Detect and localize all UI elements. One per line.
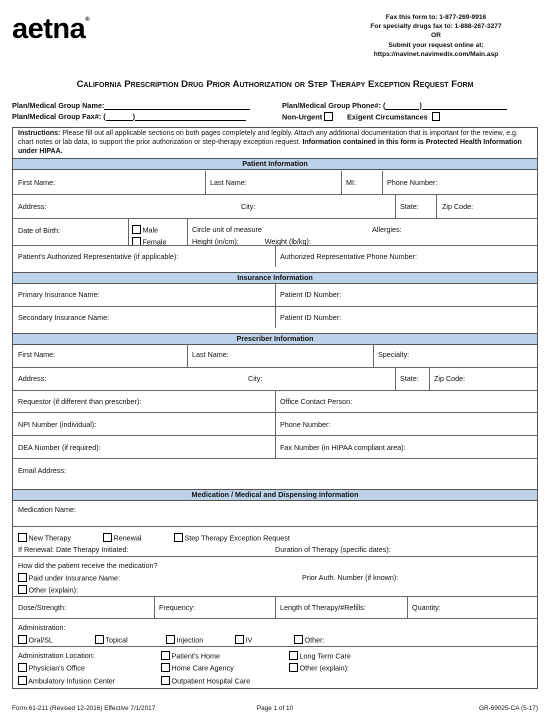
- frequency-field[interactable]: Frequency:: [159, 603, 195, 612]
- patient-zip[interactable]: Zip Code:: [442, 202, 474, 211]
- other-admin-checkbox[interactable]: [294, 635, 303, 644]
- male-checkbox[interactable]: [132, 225, 141, 234]
- duration-of-therapy[interactable]: Duration of Therapy (specific dates):: [275, 545, 391, 554]
- renewal-option[interactable]: [103, 533, 141, 543]
- insurance-section-header: Insurance Information: [13, 272, 537, 284]
- row-line: [13, 556, 537, 557]
- registered-mark: ®: [85, 17, 90, 23]
- other-location-label: Other (explain):: [299, 663, 350, 673]
- iv-label: IV: [245, 635, 253, 645]
- other-received-option[interactable]: [18, 585, 78, 595]
- row-line: [13, 306, 537, 307]
- step-exception-checkbox[interactable]: [174, 533, 183, 542]
- patient-state[interactable]: State:: [400, 202, 419, 211]
- row-line: [13, 435, 537, 436]
- topical-option[interactable]: [95, 635, 128, 645]
- divider: [382, 171, 383, 194]
- outpatient-label: Outpatient Hospital Care: [171, 676, 251, 686]
- quantity-field[interactable]: Quantity:: [412, 603, 441, 612]
- divider: [187, 344, 188, 367]
- divider: [154, 596, 155, 618]
- patient-address[interactable]: Address:: [18, 202, 47, 211]
- date-therapy-initiated[interactable]: If Renewal: Date Therapy Initiated:: [18, 545, 129, 554]
- outpatient-option[interactable]: [161, 676, 250, 686]
- patient-phone[interactable]: Phone Number:: [387, 178, 438, 187]
- plan-fax-label: Plan/Medical Group Fax#: (: [12, 112, 106, 121]
- prescriber-address[interactable]: Address:: [18, 374, 47, 383]
- patient-dob[interactable]: Date of Birth:: [18, 226, 60, 235]
- plan-phone-field[interactable]: [282, 101, 507, 110]
- plan-name-field[interactable]: [12, 101, 250, 110]
- specialty-fax-line: For specialty drugs fax to: 1-888-267-3277: [370, 23, 502, 31]
- paid-insurance-checkbox[interactable]: [18, 573, 27, 582]
- prescriber-fax[interactable]: Fax Number (in HIPAA compliant area):: [280, 443, 406, 452]
- medication-name[interactable]: Medication Name:: [18, 505, 76, 514]
- other-received-checkbox[interactable]: [18, 585, 27, 594]
- long-term-care-checkbox[interactable]: [289, 651, 298, 660]
- step-exception-option[interactable]: [174, 533, 290, 543]
- divider: [373, 344, 374, 367]
- patients-home-label: Patient's Home: [171, 651, 221, 661]
- divider: [187, 218, 188, 245]
- patients-home-checkbox[interactable]: [161, 651, 170, 660]
- divider: [205, 171, 206, 194]
- topical-label: Topical: [105, 635, 128, 645]
- dose-strength[interactable]: Dose/Strength:: [18, 603, 66, 612]
- home-care-checkbox[interactable]: [161, 663, 170, 672]
- fax-instructions: [336, 13, 536, 59]
- secondary-insurance[interactable]: Secondary Insurance Name:: [18, 313, 110, 322]
- step-exception-label: Step Therapy Exception Request: [184, 533, 290, 543]
- ambulatory-checkbox[interactable]: [18, 676, 27, 685]
- patient-first-name[interactable]: First Name:: [18, 178, 56, 187]
- paid-insurance-label: Paid under Insurance Name:: [28, 573, 120, 583]
- unit-of-measure-label: Circle unit of measure: [192, 225, 262, 234]
- authorized-rep[interactable]: Patient's Authorized Representative (if applicable):: [18, 252, 179, 261]
- divider: [407, 596, 408, 618]
- authorized-rep-phone[interactable]: Authorized Representative Phone Number:: [280, 252, 418, 261]
- divider: [275, 596, 276, 618]
- outpatient-checkbox[interactable]: [161, 676, 170, 685]
- instructions-hipaa: Information contained in this form is Protected Health Information under HIPAA.: [18, 139, 522, 155]
- aetna-logo: [12, 15, 89, 44]
- submit-url-link[interactable]: https://navinet.navimedix.com/Main.asp: [373, 50, 499, 58]
- iv-checkbox[interactable]: [235, 635, 244, 644]
- non-urgent-label: Non-Urgent: [282, 112, 323, 122]
- patient-mi[interactable]: MI:: [346, 178, 356, 187]
- divider: [436, 194, 437, 218]
- home-care-option[interactable]: [161, 663, 234, 673]
- row-line: [13, 526, 537, 527]
- new-therapy-option[interactable]: [18, 533, 71, 543]
- physicians-office-checkbox[interactable]: [18, 663, 27, 672]
- non-urgent-checkbox[interactable]: [324, 112, 333, 121]
- prescriber-last-name[interactable]: Last Name:: [192, 350, 229, 359]
- male-label: Male: [142, 225, 159, 235]
- patient-section-header: Patient Information: [13, 158, 537, 170]
- dea-field[interactable]: DEA Number (if required):: [18, 443, 101, 452]
- oral-option[interactable]: [18, 635, 53, 645]
- form-title: California Prescription Drug Prior Authorization or Step Therapy Exception Request Form: [76, 79, 474, 90]
- divider: [395, 367, 396, 390]
- prescriber-zip[interactable]: Zip Code:: [434, 374, 466, 383]
- exigent-option[interactable]: [347, 112, 440, 122]
- prior-auth-number[interactable]: Prior Auth. Number (if known):: [302, 573, 399, 582]
- length-of-therapy[interactable]: Length of Therapy/#Refills:: [280, 603, 366, 612]
- renewal-checkbox[interactable]: [103, 533, 112, 542]
- height-weight-field[interactable]: Height (in/cm): ______Weight (lb/kg):______: [192, 237, 335, 246]
- logo-text: aetna: [12, 13, 86, 45]
- submit-online-label: Submit your request online at:: [388, 41, 484, 49]
- email-field[interactable]: Email Address:: [18, 466, 66, 475]
- form-code: GR-69025-CA (5-17): [479, 705, 538, 712]
- ambulatory-label: Ambulatory Infusion Center: [28, 676, 116, 686]
- row-line: [13, 218, 537, 219]
- divider: [429, 367, 430, 390]
- patient-id-secondary[interactable]: Patient ID Number:: [280, 313, 342, 322]
- iv-option[interactable]: [235, 635, 252, 645]
- prescriber-phone[interactable]: Phone Number:: [280, 420, 331, 429]
- non-urgent-option[interactable]: [282, 112, 333, 122]
- patient-allergies[interactable]: Allergies:: [372, 225, 402, 234]
- medication-section-header: Medication / Medical and Dispensing Information: [13, 489, 537, 501]
- instructions-text: Please fill out all applicable sections on both pages completely and legibly. Attach any additional documentation that is important for the review, e.g. chart notes or lab data, to support the prior authorization or step-therapy exception request.: [18, 130, 518, 146]
- divider: [275, 245, 276, 267]
- male-option[interactable]: [132, 225, 158, 235]
- other-admin-label: Other:: [304, 635, 325, 645]
- prescriber-state[interactable]: State:: [400, 374, 419, 383]
- row-line: [13, 618, 537, 619]
- instructions: [18, 129, 534, 156]
- physicians-office-option[interactable]: [18, 663, 85, 673]
- injection-option[interactable]: [166, 635, 203, 645]
- plan-phone-label: Plan/Medical Group Phone#: (: [282, 101, 386, 110]
- divider: [128, 218, 129, 245]
- ambulatory-option[interactable]: [18, 676, 115, 686]
- page-number: Page 1 of 10: [256, 705, 294, 712]
- row-line: [13, 194, 537, 195]
- physicians-office-label: Physician's Office: [28, 663, 85, 673]
- row-line: [13, 367, 537, 368]
- requestor-field[interactable]: Requestor (if different than prescriber):: [18, 397, 142, 406]
- long-term-care-label: Long Term Care: [299, 651, 351, 661]
- fax-line: Fax this form to: 1-877-269-9916: [385, 14, 487, 21]
- injection-label: Injection: [176, 635, 204, 645]
- or-label: OR: [431, 32, 441, 40]
- patient-id-primary[interactable]: Patient ID Number:: [280, 290, 342, 299]
- other-admin-option[interactable]: [294, 635, 324, 645]
- patient-last-name[interactable]: Last Name:: [210, 178, 247, 187]
- office-contact-field[interactable]: Office Contact Person:: [280, 397, 353, 406]
- plan-name-label: Plan/Medical Group Name:: [12, 101, 105, 110]
- instructions-label: Instructions:: [18, 130, 61, 137]
- row-line: [13, 412, 537, 413]
- prescriber-section-header: Prescriber Information: [13, 333, 537, 345]
- other-location-option[interactable]: [289, 663, 349, 673]
- how-received-label: How did the patient receive the medication?: [18, 561, 158, 570]
- paren: ): [419, 101, 422, 110]
- primary-insurance[interactable]: Primary Insurance Name:: [18, 290, 100, 299]
- divider: [395, 194, 396, 218]
- home-care-label: Home Care Agency: [171, 663, 234, 673]
- new-therapy-checkbox[interactable]: [18, 533, 27, 542]
- female-label: Female: [142, 237, 167, 247]
- other-location-checkbox[interactable]: [289, 663, 298, 672]
- npi-field[interactable]: NPI Number (individual):: [18, 420, 97, 429]
- renewal-label: Renewal: [113, 533, 142, 543]
- long-term-care-option[interactable]: [289, 651, 351, 661]
- row-line: [13, 646, 537, 647]
- prescriber-city[interactable]: City:: [248, 374, 263, 383]
- topical-checkbox[interactable]: [95, 635, 104, 644]
- oral-label: Oral/SL: [28, 635, 53, 645]
- admin-location-label: Administration Location:: [18, 651, 95, 660]
- divider: [341, 171, 342, 194]
- divider: [275, 390, 276, 458]
- new-therapy-label: New Therapy: [28, 533, 72, 543]
- exigent-label: Exigent Circumstances: [347, 112, 428, 122]
- plan-fax-field[interactable]: [12, 112, 246, 121]
- prescriber-first-name[interactable]: First Name:: [18, 350, 56, 359]
- injection-checkbox[interactable]: [166, 635, 175, 644]
- exigent-checkbox[interactable]: [432, 112, 441, 121]
- paren: ): [132, 112, 136, 121]
- other-received-label: Other (explain):: [28, 585, 79, 595]
- paid-insurance-option[interactable]: [18, 573, 120, 583]
- patient-city[interactable]: City:: [241, 202, 256, 211]
- prescriber-specialty[interactable]: Specialty:: [378, 350, 410, 359]
- patients-home-option[interactable]: [161, 651, 220, 661]
- form-number: Form 61-211 (Revised 12-2016) Effective 7/1/2017: [12, 705, 156, 712]
- oral-checkbox[interactable]: [18, 635, 27, 644]
- row-line: [13, 458, 537, 459]
- administration-label: Administration:: [18, 623, 66, 632]
